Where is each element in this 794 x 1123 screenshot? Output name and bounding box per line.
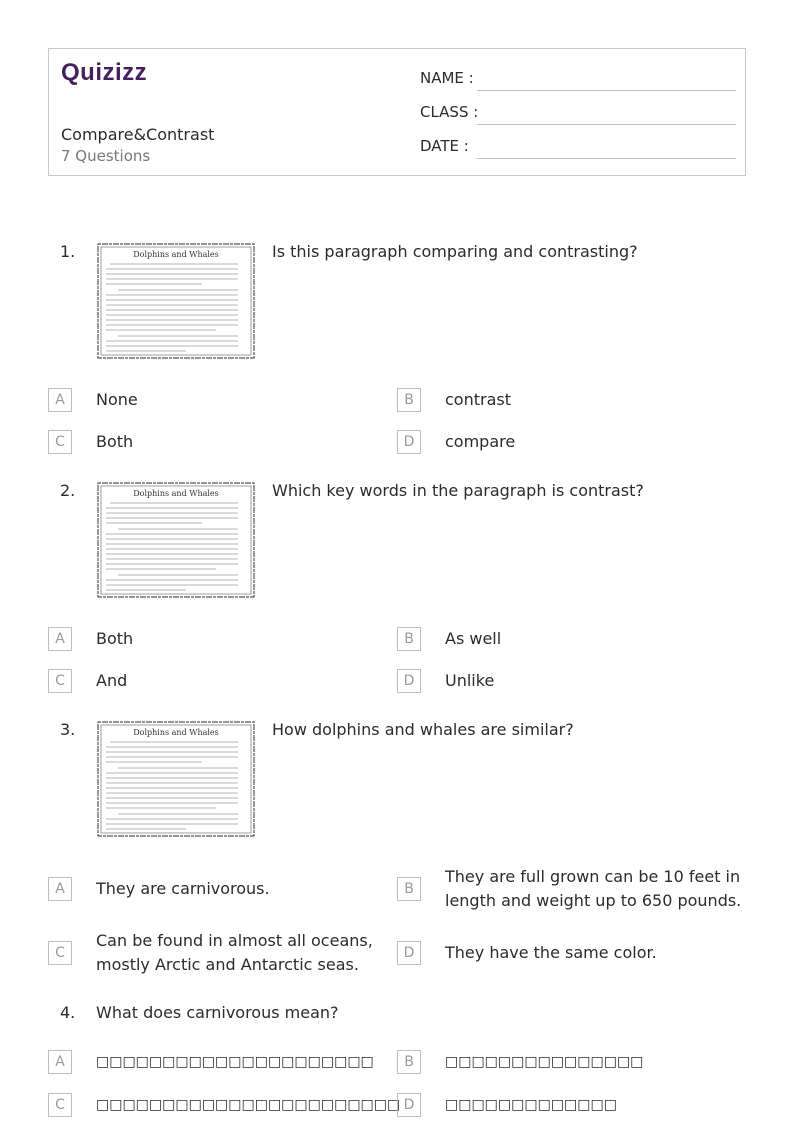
option-letter[interactable]: D	[397, 1093, 421, 1117]
option-text[interactable]: □□□□□□□□□□□□□	[445, 1097, 617, 1113]
passage-image	[96, 481, 256, 599]
option-text[interactable]: contrast	[445, 390, 511, 409]
class-label: CLASS :	[420, 103, 479, 121]
worksheet-title: Compare&Contrast	[61, 125, 215, 144]
question-text: Which key words in the paragraph is contrast?	[272, 481, 644, 500]
passage-image	[96, 720, 256, 838]
option-text[interactable]: They have the same color.	[445, 943, 657, 962]
passage-title: Dolphins and Whales	[133, 728, 219, 737]
quizizz-logo: Quizizz	[61, 59, 148, 86]
option-letter[interactable]: A	[48, 388, 72, 412]
question-count: 7 Questions	[61, 147, 151, 165]
name-line[interactable]	[477, 90, 736, 91]
passage-image	[96, 242, 256, 360]
option-text[interactable]: Unlike	[445, 671, 495, 690]
option-letter[interactable]: B	[397, 877, 421, 901]
option-text[interactable]: Can be found in almost all oceans, mostly Arctic and Antarctic seas.	[96, 931, 373, 974]
option-letter[interactable]: B	[397, 627, 421, 651]
date-label: DATE :	[420, 137, 469, 155]
question-text: What does carnivorous mean?	[96, 1003, 339, 1022]
option-text[interactable]: Both	[96, 629, 134, 648]
option-letter[interactable]: C	[48, 669, 72, 693]
class-field[interactable]	[420, 99, 736, 125]
option-text[interactable]: As well	[445, 629, 502, 648]
option-letter[interactable]: A	[48, 1050, 72, 1074]
option-text[interactable]: And	[96, 671, 128, 690]
option-letter[interactable]: B	[397, 388, 421, 412]
passage-title: Dolphins and Whales	[133, 489, 219, 498]
question-number: 1.	[60, 242, 76, 261]
option-letter[interactable]: A	[48, 627, 72, 651]
name-label: NAME :	[420, 69, 474, 87]
date-field[interactable]	[420, 133, 736, 159]
option-text[interactable]: □□□□□□□□□□□□□□□□□□□□□□□	[96, 1097, 401, 1113]
date-line[interactable]	[477, 158, 736, 159]
option-text[interactable]: □□□□□□□□□□□□□□□	[445, 1054, 644, 1070]
option-letter[interactable]: B	[397, 1050, 421, 1074]
question-number: 2.	[60, 481, 76, 500]
option-text[interactable]: They are full grown can be 10 feet in length and weight up to 650 pounds.	[445, 867, 742, 910]
question-number: 3.	[60, 720, 76, 739]
option-letter[interactable]: D	[397, 669, 421, 693]
option-letter[interactable]: D	[397, 430, 421, 454]
option-text[interactable]: □□□□□□□□□□□□□□□□□□□□□	[96, 1054, 374, 1070]
passage-title: Dolphins and Whales	[133, 250, 219, 259]
option-letter[interactable]: A	[48, 877, 72, 901]
option-letter[interactable]: C	[48, 941, 72, 965]
question-text: Is this paragraph comparing and contrasting?	[272, 242, 638, 261]
option-letter[interactable]: D	[397, 941, 421, 965]
question-text: How dolphins and whales are similar?	[272, 720, 574, 739]
option-text[interactable]: They are carnivorous.	[96, 879, 270, 898]
name-field[interactable]	[420, 65, 736, 91]
worksheet-header	[48, 48, 746, 176]
class-line[interactable]	[477, 124, 736, 125]
question-number: 4.	[60, 1003, 76, 1022]
option-text[interactable]: Both	[96, 432, 134, 451]
option-letter[interactable]: C	[48, 1093, 72, 1117]
option-letter[interactable]: C	[48, 430, 72, 454]
option-text[interactable]: None	[96, 390, 138, 409]
option-text[interactable]: compare	[445, 432, 516, 451]
